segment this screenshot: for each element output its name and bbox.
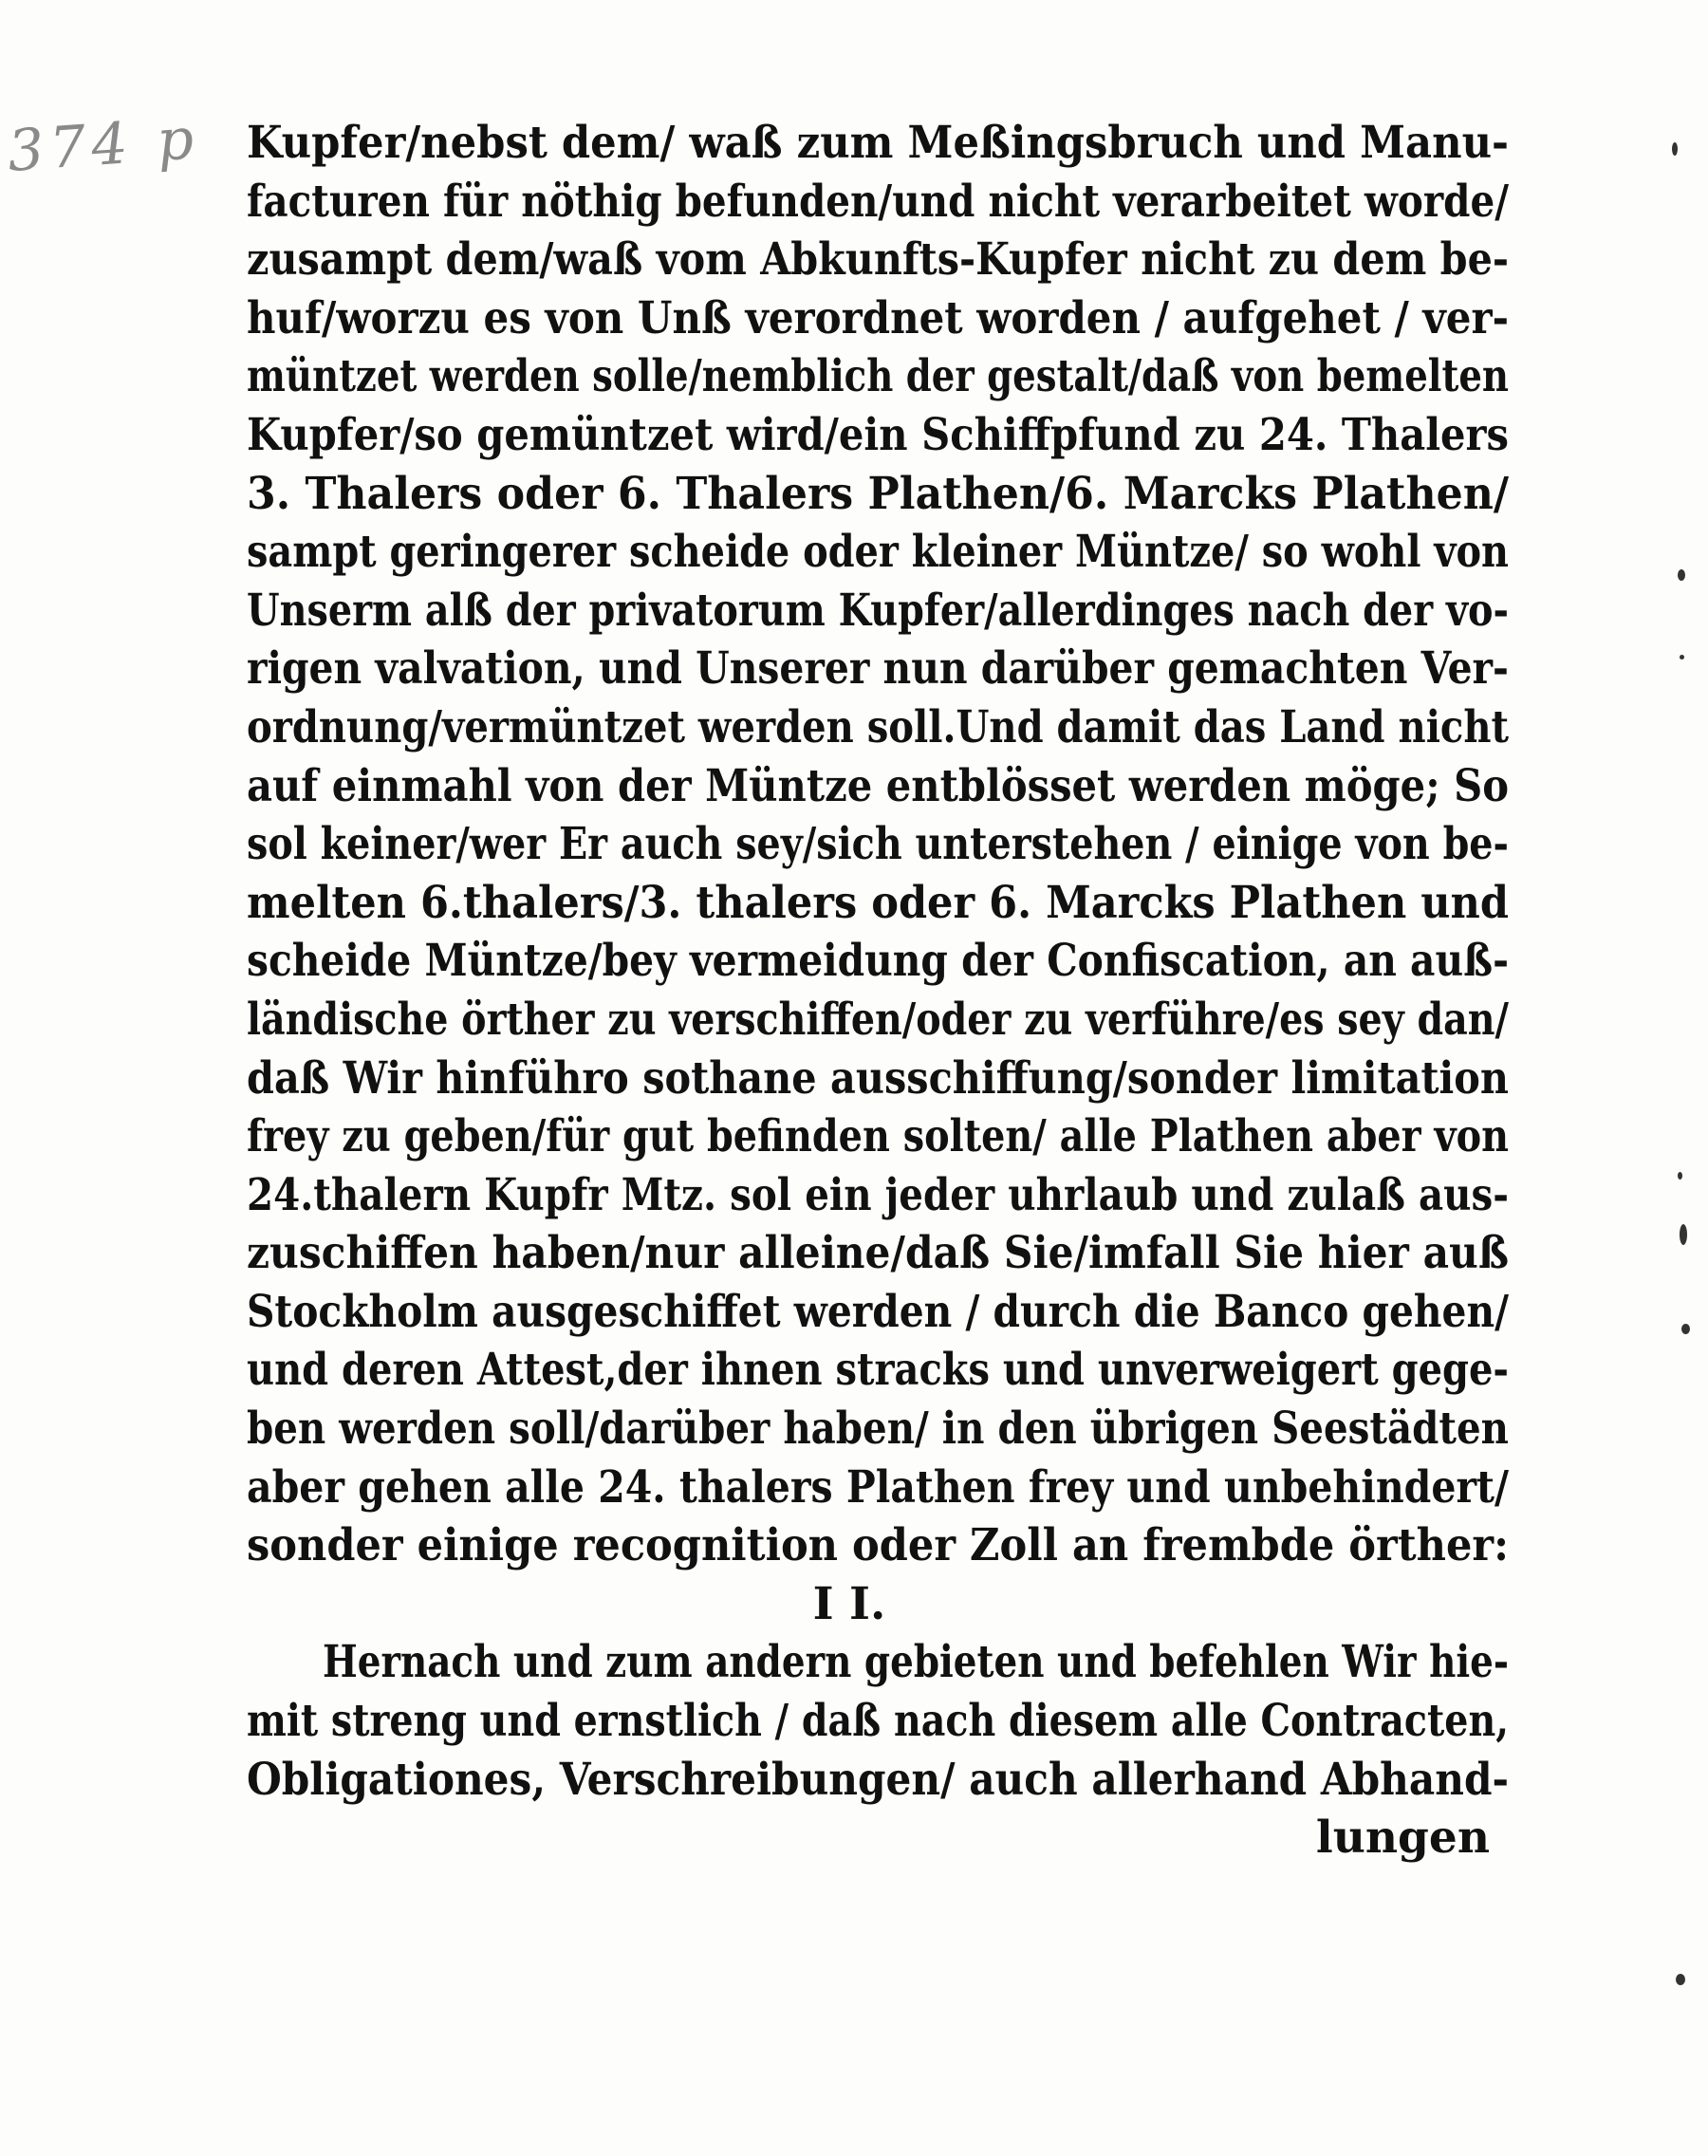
- text-line: facturen für nöthig befunden/und nicht verarbeitet worde/: [247, 175, 1509, 228]
- catchword: lungen: [1315, 1812, 1490, 1865]
- text-line: zusampt dem/waß vom Abkunfts-Kupfer nicht zu dem be-: [247, 233, 1509, 287]
- text-line: aber gehen alle 24. thalers Plathen frey und unbehindert/: [247, 1460, 1509, 1514]
- text-line: 24.thalern Kupfr Mtz. sol ein jeder uhrlaub und zulaß aus-: [247, 1168, 1509, 1221]
- text-line: scheide Müntze/bey vermeidung der Confiscation, an auß-: [247, 935, 1509, 988]
- text-line: huf/worzu es von Unß verordnet worden / aufgehet / ver-: [247, 291, 1509, 344]
- text-line: sol keiner/wer Er auch sey/sich unterstehen / einige von be-: [247, 818, 1509, 871]
- speck: [1676, 1974, 1685, 1985]
- speck: [1672, 142, 1678, 156]
- text-line: ordnung/vermüntzet werden soll.Und damit das Land nicht: [247, 700, 1509, 753]
- text-line: daß Wir hinführo sothane ausschiffung/sonder limitation: [247, 1051, 1509, 1105]
- text-line: Hernach und zum andern gebieten und befehlen Wir hie-: [323, 1636, 1509, 1689]
- section-heading: I I.: [812, 1577, 886, 1630]
- text-line: und deren Attest,der ihnen stracks und unverweigert gege-: [247, 1344, 1509, 1397]
- text-line: 3. Thalers oder 6. Thalers Plathen/6. Marcks Plathen/: [247, 467, 1509, 520]
- text-line: frey zu geben/für gut befinden solten/ alle Plathen aber von: [247, 1110, 1509, 1163]
- speck: [1678, 1172, 1682, 1180]
- speck: [1680, 1224, 1687, 1245]
- speck: [1678, 569, 1685, 581]
- text-line: Obligationes, Verschreibungen/ auch allerhand Abhand-: [247, 1753, 1509, 1806]
- text-line: sonder einige recognition oder Zoll an frembde örther:: [247, 1519, 1509, 1572]
- text-line: rigen valvation, und Unserer nun darüber gemachten Ver-: [247, 642, 1509, 696]
- text-line: melten 6.thalers/3. thalers oder 6. Marcks Plathen und: [247, 876, 1509, 929]
- body-text: [247, 114, 1509, 1868]
- text-line: mit streng und ernstlich / daß nach diesem alle Contracten,: [247, 1695, 1509, 1748]
- text-line: Kupfer/nebst dem/ waß zum Meßingsbruch und Manu-: [247, 117, 1509, 169]
- text-line: Unserm alß der privatorum Kupfer/allerdinges nach der vo-: [247, 584, 1509, 637]
- speck: [1680, 655, 1684, 660]
- text-line: Stockholm ausgeschiffet werden / durch die Banco gehen/: [247, 1285, 1509, 1338]
- text-line: müntzet werden solle/nemblich der gestalt/daß von bemelten: [247, 350, 1509, 403]
- text-line: sampt geringerer scheide oder kleiner Müntze/ so wohl von: [247, 526, 1509, 579]
- speck: [1681, 1324, 1690, 1334]
- text-line: auf einmahl von der Müntze entblösset werden möge; So: [247, 759, 1509, 812]
- text-line: zuschiffen haben/nur alleine/daß Sie/imfall Sie hier auß: [247, 1227, 1509, 1280]
- margin-note: 374 p: [5, 105, 202, 185]
- text-line: ländische örther zu verschiffen/oder zu verführe/es sey dan/: [247, 993, 1509, 1046]
- text-line: Kupfer/so gemüntzet wird/ein Schiffpfund zu 24. Thalers: [247, 408, 1509, 461]
- text-line: ben werden soll/darüber haben/ in den übrigen Seestädten: [247, 1403, 1509, 1456]
